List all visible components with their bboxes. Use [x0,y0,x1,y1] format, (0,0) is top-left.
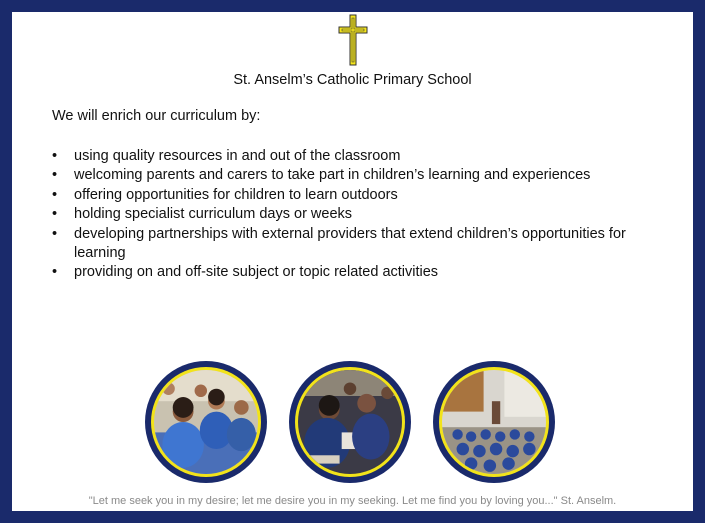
list-item: • holding specialist curriculum days or weeks [52,206,353,223]
classroom-photo-3 [433,361,555,483]
list-item: • developing partnerships with external providers that extend children’s opportunities for learning [52,225,626,262]
slide [12,12,693,511]
footer-quote: "Let me seek you in my desire; let me desire you in my seeking. Let me find you by loving you..." St. Anselm. [88,495,617,507]
list-item: • offering opportunities for children to learn outdoors [52,186,398,203]
list-item: • welcoming parents and carers to take part in children’s learning and experiences [52,167,591,184]
list-item: • providing on and off-site subject or topic related activities [52,264,439,281]
curriculum-list [52,147,672,283]
intro-text: We will enrich our curriculum by: [52,108,261,124]
cross-icon [338,14,368,66]
list-item: • using quality resources in and out of the classroom [52,148,401,164]
classroom-photo-1 [145,361,267,483]
classroom-photo-2 [289,361,411,483]
school-name: St. Anselm’s Catholic Primary School [233,72,472,88]
